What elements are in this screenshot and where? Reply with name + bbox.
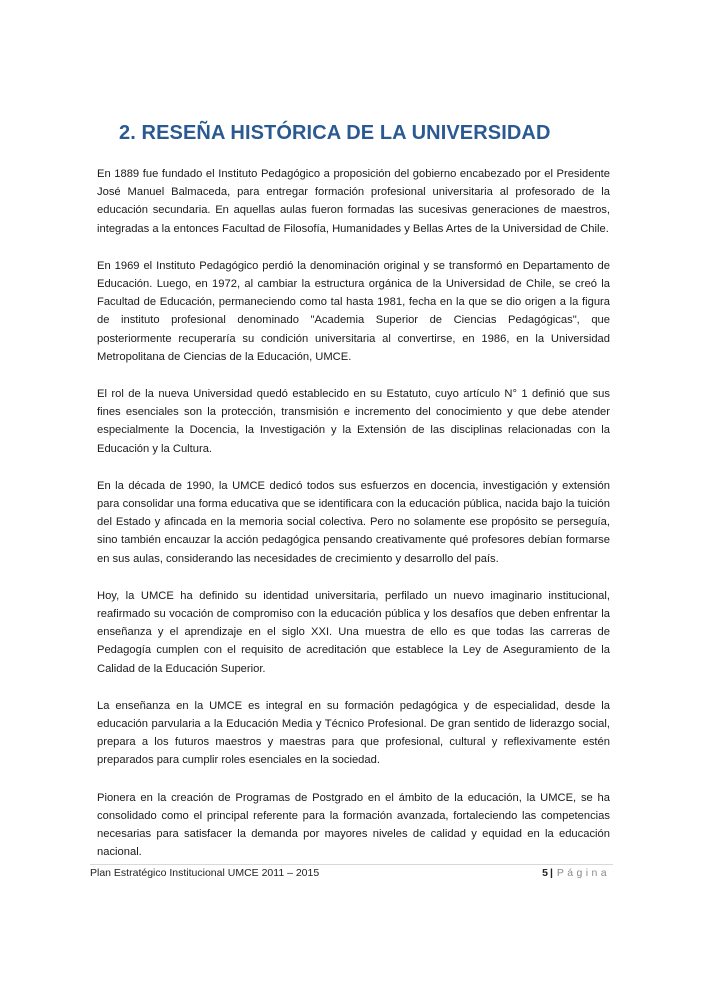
paragraph-3: El rol de la nueva Universidad quedó establecido en su Estatuto, cuyo artículo N° 1 definió que sus fines esenciales son la protección, transmisión e incremento del conocimiento y que debe atender especialmente la Docencia, la Investigación y la Extensión de las disciplinas relacionadas con la Educación y la Cultura.: [97, 388, 610, 455]
page-separator: |: [549, 867, 553, 879]
paragraph-1: En 1889 fue fundado el Instituto Pedagógico a proposición del gobierno encabezado por el Presidente José Manuel Balmaceda, para entregar formación profesional universitaria al profesorado de la educación secundaria. En aquellas aulas fueron formadas las sucesivas generaciones de maestros, integradas a la entonces Facultad de Filosofía, Humanidades y Bellas Artes de la Universidad de Chile.: [97, 168, 610, 235]
page-label: Página: [556, 867, 610, 879]
page-number: 5: [542, 867, 548, 879]
footer-divider: [90, 864, 613, 865]
section-heading: 2. RESEÑA HISTÓRICA DE LA UNIVERSIDAD: [119, 122, 551, 144]
footer-page-indicator: [542, 867, 610, 879]
body-text: [97, 165, 610, 881]
paragraph-5: Hoy, la UMCE ha definido su identidad universitaria, perfilado un nuevo imaginario institucional, reafirmado su vocación de compromiso con la educación pública y los desafíos que deben enfrentar la enseñanza y el aprendizaje en el siglo XXI. Una muestra de ello es que todas las carreras de Pedagogía cumplen con el requisito de acreditación que establece la Ley de Aseguramiento de la Calidad de la Educación Superior.: [97, 589, 610, 675]
footer-document-title: Plan Estratégico Institucional UMCE 2011 – 2015: [90, 867, 320, 879]
paragraph-2: En 1969 el Instituto Pedagógico perdió la denominación original y se transformó en Departamento de Educación. Luego, en 1972, al cambiar la estructura orgánica de la Universidad de Chile, se creó la Facultad de Educación, permaneciendo como tal hasta 1981, fecha en la que se dio origen a la figura de instituto profesional denominado "Academia Superior de Ciencias Pedagógicas", que posteriormente recuperaría su condición universitaria al convertirse, en 1986, en la Universidad Metropolitana de Ciencias de la Educación, UMCE.: [97, 259, 610, 363]
paragraph-7: Pionera en la creación de Programas de Postgrado en el ámbito de la educación, la UMCE, se ha consolidado como el principal referente para la formación avanzada, fortaleciendo las competencias necesarias para satisfacer la demanda por mayores niveles de calidad y equidad en la educación nacional.: [97, 791, 610, 859]
paragraph-4: En la década de 1990, la UMCE dedicó todos sus esfuerzos en docencia, investigación y extensión para consolidar una forma educativa que se identificara con la educación pública, nacida bajo la tuición del Estado y afincada en la memoria social colectiva. Pero no solamente ese propósito se perseguía, sino también encauzar la acción pedagógica pensando creativamente qué profesores debían formarse en sus aulas, considerando las necesidades de crecimiento y desarrollo del país.: [97, 479, 610, 565]
paragraph-6: La enseñanza en la UMCE es integral en su formación pedagógica y de especialidad, desde la educación parvularia a la Educación Media y Técnico Profesional. De gran sentido de liderazgo social, prepara a los futuros maestros y maestras para que profesional, cultural y reflexivamente estén preparados para cumplir roles esenciales en la sociedad.: [97, 699, 610, 767]
